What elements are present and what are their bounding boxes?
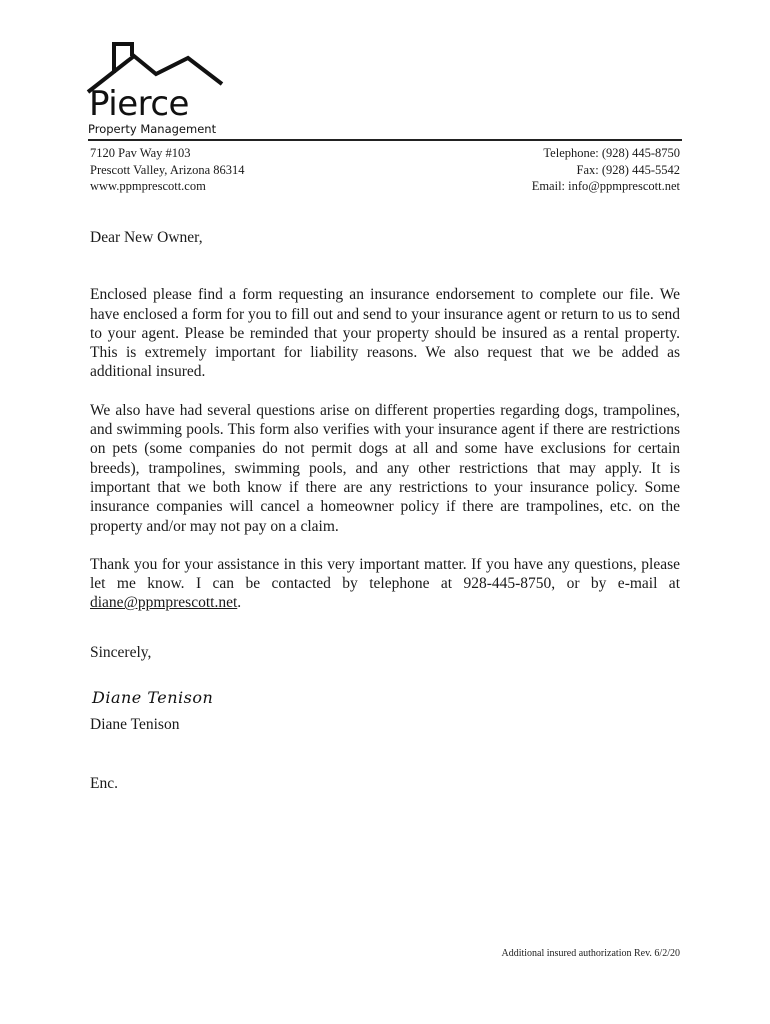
paragraph-3 [90, 555, 680, 613]
telephone: Telephone: (928) 445-8750 [543, 146, 680, 160]
salutation: Dear New Owner, [90, 229, 203, 246]
header-divider [88, 139, 682, 141]
company-name: Pierce [89, 84, 189, 124]
company-logo [86, 40, 236, 138]
footer-note: Additional insured authorization Rev. 6/2/20 [501, 948, 680, 959]
letter-body [90, 228, 680, 662]
paragraph-3-end: . [237, 594, 242, 612]
closing: Sincerely, [90, 643, 152, 661]
address-block [90, 145, 245, 195]
email-link[interactable]: diane@ppmprescott.net [90, 594, 238, 612]
paragraph-2: We also have had several questions arise on different properties regarding dogs, trampolines, and swimming pools. This form also verifies with your insurance agent if there are restrictions on pets (some companies do not permit dogs at all and some have exclusions for certain breeds), trampolines, swimming pools, and any other restrictions that may apply. It is important that we both know if there are any restrictions to your insurance policy. Some insurance companies will cancel a homeowner policy if there are trampolines, etc. on the property and/or may not pay on a claim. [90, 401, 680, 535]
email-contact[interactable]: Email: info@ppmprescott.net [531, 179, 680, 193]
signature: Diane Tenison [92, 688, 214, 707]
website-link[interactable]: www.ppmprescott.com [90, 179, 206, 193]
company-tagline: Property Management [88, 122, 217, 136]
enclosure-note: Enc. [90, 775, 118, 792]
paragraph-1: Enclosed please find a form requesting an insurance endorsement to complete our file. We have enclosed a form for you to fill out and send to your insurance agent or return to us to send to your agent. Please be reminded that your property should be insured as a rental property. This is extremely important for liability reasons. We also request that we be added as additional insured. [90, 286, 680, 381]
address-line1: 7120 Pav Way #103 [90, 146, 191, 160]
contact-block [532, 145, 680, 195]
address-line2: Prescott Valley, Arizona 86314 [90, 162, 245, 177]
fax: Fax: (928) 445-5542 [576, 162, 680, 177]
paragraph-3-text: Thank you for your assistance in this very important matter. If you have any questions, please let me know. I can be contacted by telephone at 928-445-8750, or by e-mail at [90, 555, 680, 593]
signer-name: Diane Tenison [90, 716, 180, 733]
